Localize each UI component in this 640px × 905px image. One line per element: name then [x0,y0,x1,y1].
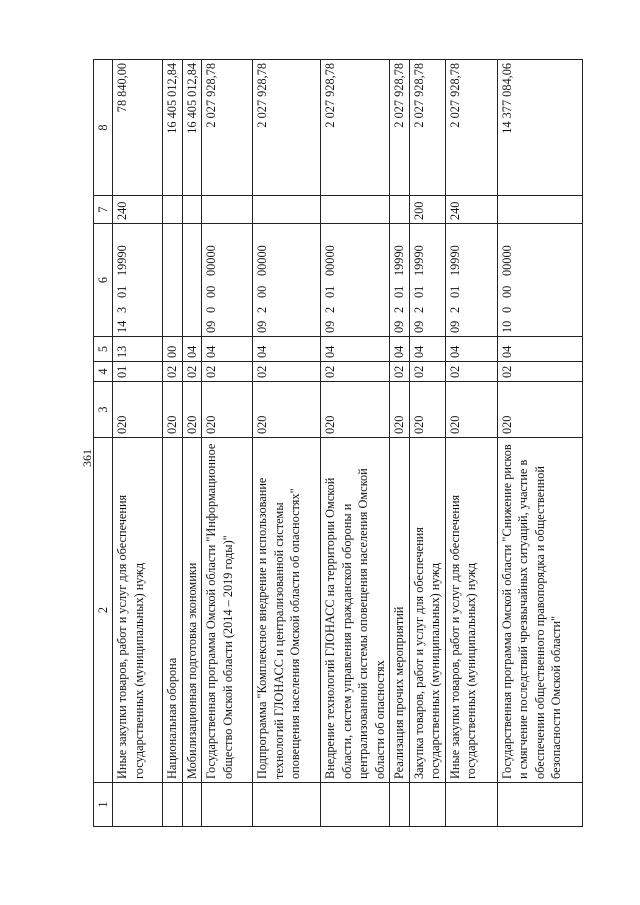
table-row [182,60,202,827]
description-cell: Закупка товаров, работ и услуг для обеспечения государственных (муниципальных) нужд [409,438,445,783]
target-article-part: 3 [115,306,129,313]
description-cell: Мобилизационная подготовка экономики [182,438,202,783]
section-cell: 02 [390,362,410,382]
target-article-part: 2 [392,306,406,313]
header-cell: 4 [94,362,113,382]
expense-type-cell [390,196,410,224]
target-article-part: 01 [115,285,129,298]
subsection-cell: 04 [202,337,253,362]
section-cell: 02 [163,362,183,382]
expense-type-cell [163,196,183,224]
amount-cell: 2 027 928,78 [202,60,253,196]
code-cell: 020 [163,382,183,438]
code-cell: 020 [202,382,253,438]
code-cell: 020 [390,382,410,438]
amount-cell: 2 027 928,78 [409,60,445,196]
target-article-part: 00000 [323,245,337,276]
header-cell: 8 [94,60,113,196]
table-row [163,60,183,827]
target-article-part: 19990 [115,245,129,276]
amount-cell: 2 027 928,78 [253,60,321,196]
amount-cell: 2 027 928,78 [390,60,410,196]
description-cell: Иные закупки товаров, работ и услуг для обеспечения государственных (муниципальных) нужд [113,438,163,783]
budget-table [93,59,583,827]
table-row [113,60,163,827]
target-article-part: 00 [204,285,218,298]
section-cell: 02 [321,362,390,382]
code-cell: 020 [409,382,445,438]
section-cell: 02 [445,362,497,382]
header-cell: 5 [94,337,113,362]
expense-type-cell [182,196,202,224]
description-cell: Реализация прочих мероприятий [390,438,410,783]
target-article-part: 0 [499,306,514,313]
amount-cell: 14 377 084,06 [497,60,582,196]
row-number-cell [253,783,321,827]
description-cell: Государственная программа Омской области "Снижение рисков и смягчение последствий чрезвычайных ситуаций, участие в обеспечении общественного правопорядка и общественной безопасности Омской области" [497,438,582,783]
target-article-cell [321,224,390,337]
row-number-cell [390,783,410,827]
target-article-cell [253,224,321,337]
target-article-part: 2 [323,306,337,313]
section-cell: 02 [253,362,321,382]
header-row [94,60,113,827]
expense-type-cell: 240 [113,196,163,224]
code-cell: 020 [253,382,321,438]
expense-type-cell [497,196,582,224]
target-article-part: 00000 [499,245,514,276]
header-cell: 6 [94,224,113,337]
subsection-cell: 04 [445,337,497,362]
target-article-cell [390,224,410,337]
section-cell: 02 [409,362,445,382]
target-article-part: 10 [499,320,514,333]
subsection-cell: 04 [321,337,390,362]
description-cell: Внедрение технологий ГЛОНАСС на территории Омской области, систем управления гражданской обороны и централизованной системы оповещения населения Омской области об опасностях [321,438,390,783]
expense-type-cell: 200 [409,196,445,224]
section-cell: 02 [182,362,202,382]
expense-type-cell [253,196,321,224]
code-cell: 020 [445,382,497,438]
target-article-cell [113,224,163,337]
row-number-cell [321,783,390,827]
header-cell: 3 [94,382,113,438]
header-cell: 7 [94,196,113,224]
code-cell: 020 [321,382,390,438]
subsection-cell: 04 [497,337,582,362]
target-article-cell [409,224,445,337]
target-article-part: 00 [255,285,269,298]
target-article-cell [445,224,497,337]
amount-cell: 16 405 012,84 [182,60,202,196]
subsection-cell: 00 [163,337,183,362]
page-number: 361 [80,449,94,467]
code-cell: 020 [113,382,163,438]
table-row [409,60,445,827]
row-number-cell [202,783,253,827]
row-number-cell [497,783,582,827]
table-row [445,60,497,827]
row-number-cell [163,783,183,827]
target-article-part: 2 [255,306,269,313]
target-article-part: 01 [447,285,462,298]
target-article-part: 00000 [204,245,218,276]
description-cell: Государственная программа Омской области "Информационное общество Омской области (2014 – 2019 годы)" [202,438,253,783]
target-article-part: 01 [392,285,406,298]
section-cell: 02 [202,362,253,382]
target-article-part: 19990 [411,245,426,276]
amount-cell: 16 405 012,84 [163,60,183,196]
target-article-part: 09 [204,320,218,333]
row-number-cell [182,783,202,827]
amount-cell: 78 840,00 [113,60,163,196]
row-number-cell [113,783,163,827]
description-cell: Национальная оборона [163,438,183,783]
amount-cell: 2 027 928,78 [321,60,390,196]
amount-cell: 2 027 928,78 [445,60,497,196]
table-row [390,60,410,827]
subsection-cell: 04 [182,337,202,362]
target-article-part: 09 [392,320,406,333]
code-cell: 020 [497,382,582,438]
section-cell: 01 [113,362,163,382]
subsection-cell: 04 [253,337,321,362]
target-article-part: 0 [204,306,218,313]
target-article-cell [497,224,582,337]
row-number-cell [445,783,497,827]
expense-type-cell [202,196,253,224]
table-row [202,60,253,827]
target-article-cell [163,224,183,337]
table-row [253,60,321,827]
expense-type-cell: 240 [445,196,497,224]
target-article-part: 14 [115,320,129,333]
expense-type-cell [321,196,390,224]
subsection-cell: 13 [113,337,163,362]
target-article-part: 2 [447,306,462,313]
header-cell: 2 [94,438,113,783]
target-article-part: 09 [411,320,426,333]
target-article-part: 01 [411,285,426,298]
target-article-part: 09 [447,320,462,333]
target-article-part: 19990 [392,245,406,276]
description-cell: Подпрограмма "Комплексное внедрение и использование технологий ГЛОНАСС и централизованной системы оповещения населения Омской области об опасностях" [253,438,321,783]
table-row [321,60,390,827]
row-number-cell [409,783,445,827]
section-cell: 02 [497,362,582,382]
target-article-part: 01 [323,285,337,298]
description-cell: Иные закупки товаров, работ и услуг для обеспечения государственных (муниципальных) нужд [445,438,497,783]
subsection-cell: 04 [390,337,410,362]
table-row [497,60,582,827]
target-article-part: 09 [255,320,269,333]
target-article-part: 00 [499,285,514,298]
target-article-cell [202,224,253,337]
header-cell: 1 [94,783,113,827]
target-article-part: 00000 [255,245,269,276]
target-article-part: 09 [323,320,337,333]
target-article-cell [182,224,202,337]
code-cell: 020 [182,382,202,438]
target-article-part: 2 [411,306,426,313]
target-article-part: 19990 [447,245,462,276]
subsection-cell: 04 [409,337,445,362]
